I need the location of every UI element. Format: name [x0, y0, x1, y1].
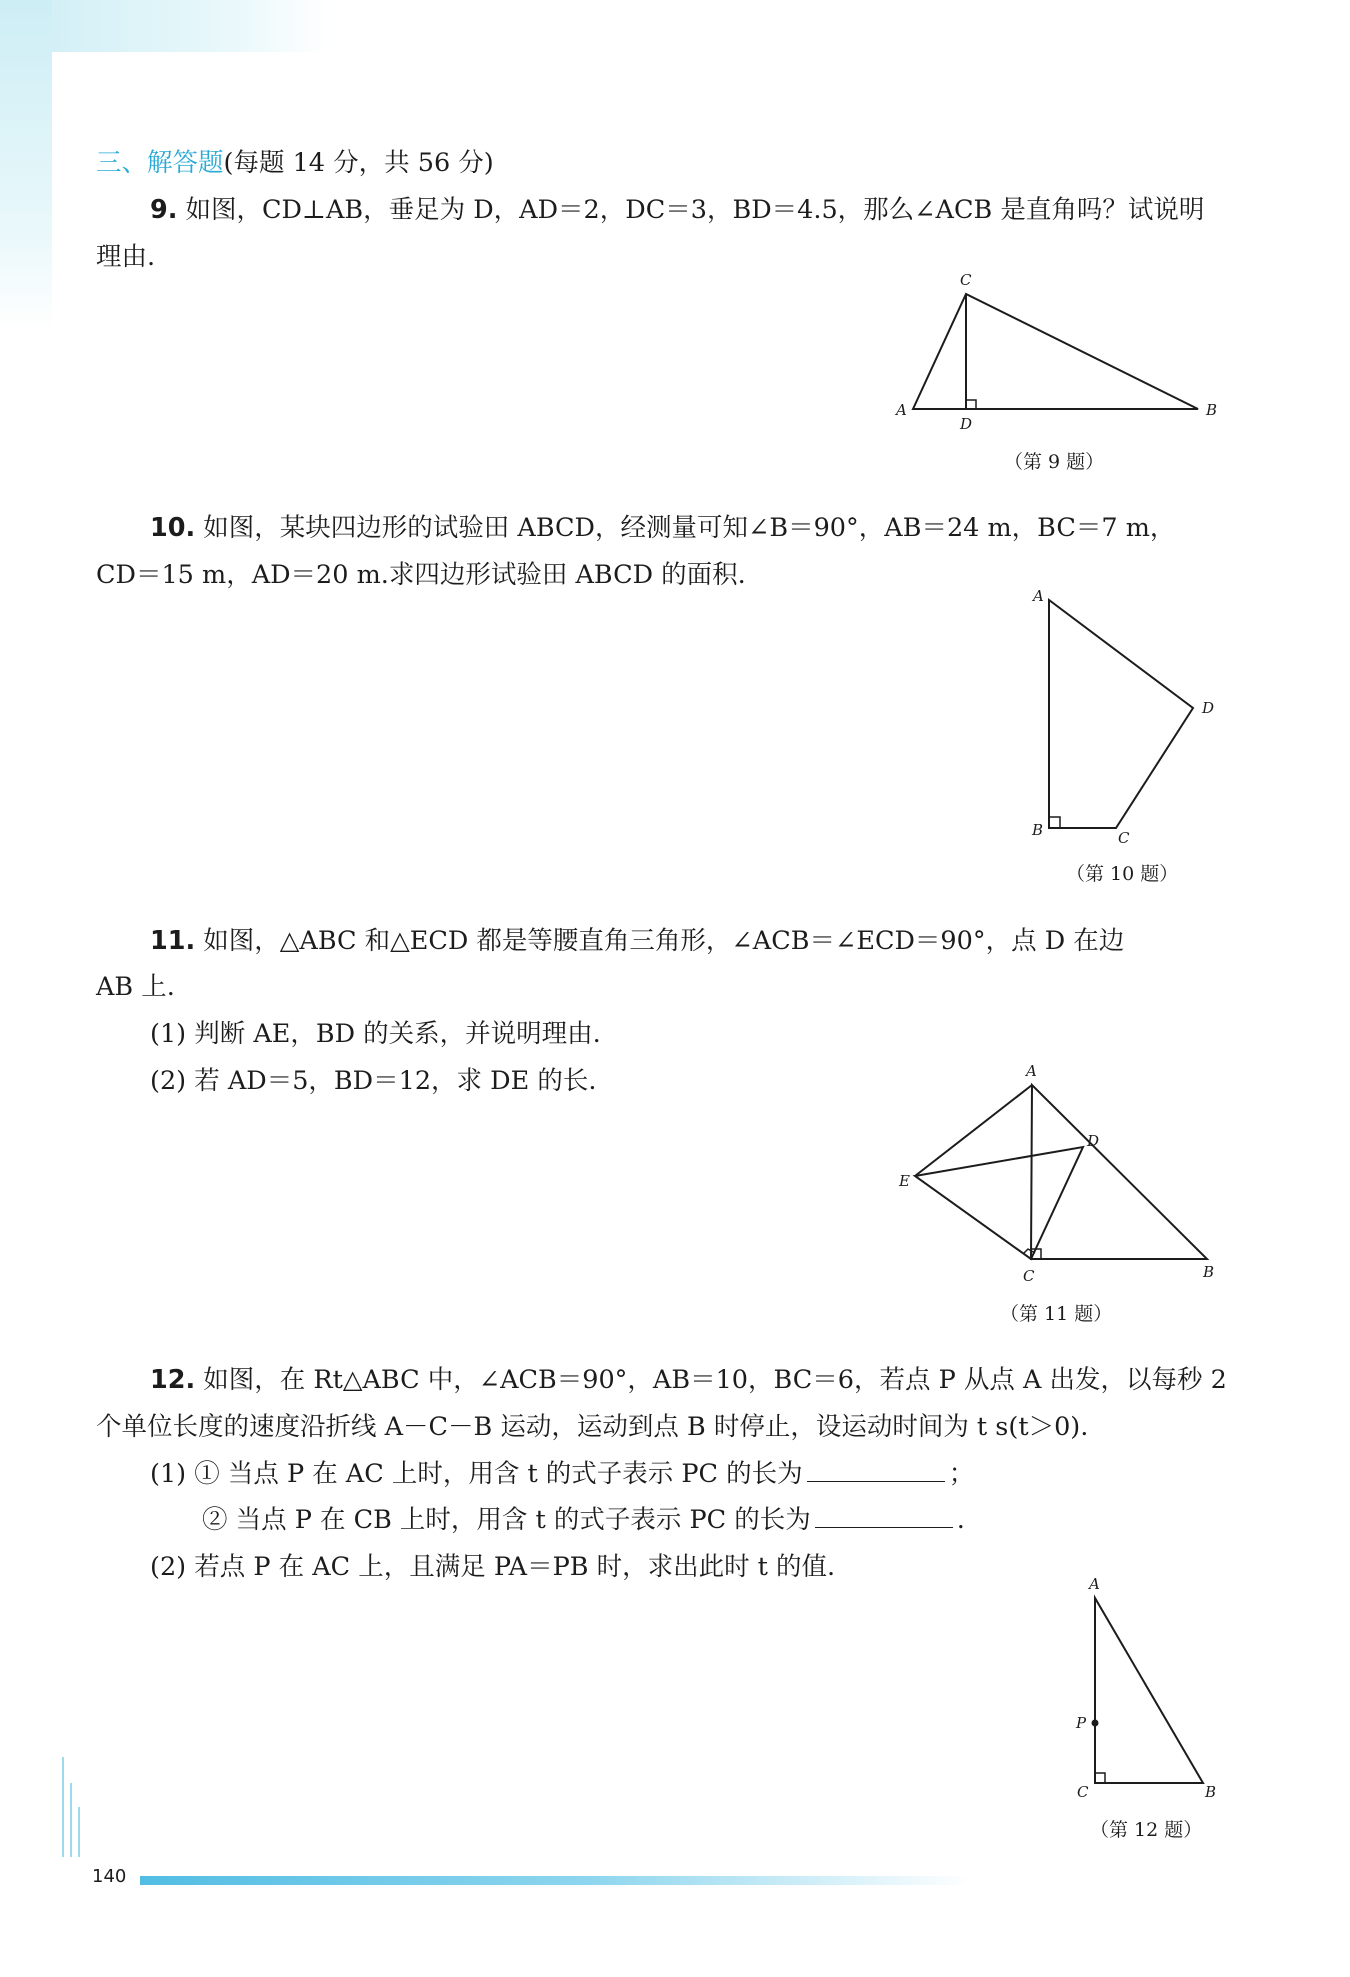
q12-part-1b-end: .	[956, 1505, 965, 1535]
left-decoration	[0, 0, 52, 330]
page-number: 140	[92, 1866, 127, 1887]
q11-label-a: A	[1026, 1062, 1037, 1080]
q11-number: 11.	[150, 926, 196, 956]
q12-text-1: 如图，在 Rt△ABC 中，∠ACB＝90°，AB＝10，BC＝6，若点 P 从点 A 出发，以每秒 2	[195, 1365, 1227, 1395]
q12-part-1b-text: ② 当点 P 在 CB 上时，用含 t 的式子表示 PC 的长为	[202, 1505, 811, 1535]
q10-label-b: B	[1032, 821, 1044, 839]
q10-right-angle-mark	[1049, 817, 1060, 828]
q9-line-2: 理由.	[96, 242, 156, 272]
q12-line-1	[150, 1363, 1227, 1397]
q11-triangle-abc	[1031, 1085, 1207, 1259]
q12-part-1a	[150, 1457, 1210, 1491]
q11-label-d: D	[1087, 1132, 1100, 1150]
q12-part-1a-end: ；	[948, 1459, 975, 1489]
q11-text-1: 如图，△ABC 和△ECD 都是等腰直角三角形，∠ACB＝∠ECD＝90°，点 D 在边	[195, 926, 1125, 956]
left-rule-1	[62, 1757, 64, 1857]
q9-caption: （第 9 题）	[1004, 451, 1105, 473]
q9-label-a: A	[896, 401, 907, 419]
q12-label-b: B	[1205, 1783, 1217, 1801]
q12-right-angle-mark	[1095, 1773, 1105, 1783]
q12-figure	[1065, 1575, 1225, 1815]
q11-label-e: E	[899, 1172, 910, 1190]
q10-text-1: 如图，某块四边形的试验田 ABCD，经测量可知∠B＝90°，AB＝24 m，BC＝7 m，	[195, 513, 1176, 543]
section-score-note: (每题 14 分，共 56 分)	[223, 148, 494, 178]
q12-answer-blank-1[interactable]	[807, 1457, 945, 1482]
footer-bar	[140, 1876, 970, 1885]
left-rule-3	[78, 1807, 80, 1857]
q10-label-c: C	[1118, 829, 1130, 847]
q9-right-angle-mark	[966, 400, 976, 409]
q12-part-2: (2) 若点 P 在 AC 上，且满足 PA＝PB 时，求出此时 t 的值.	[150, 1552, 836, 1582]
q9-label-b: B	[1206, 401, 1218, 419]
q12-triangle-abc	[1095, 1598, 1203, 1783]
q12-label-c: C	[1077, 1783, 1089, 1801]
q9-line-1	[150, 193, 1210, 227]
q12-caption: （第 12 题）	[1090, 1819, 1203, 1841]
q10-label-a: A	[1033, 587, 1044, 605]
q10-figure	[1020, 585, 1240, 855]
q11-part-1: (1) 判断 AE，BD 的关系，并说明理由.	[150, 1019, 601, 1049]
q12-label-a: A	[1089, 1575, 1100, 1593]
q12-point-p	[1092, 1720, 1099, 1727]
section-heading	[96, 146, 494, 180]
q11-label-c: C	[1023, 1267, 1035, 1285]
q12-answer-blank-2[interactable]	[815, 1503, 953, 1528]
q9-number: 9.	[150, 195, 178, 225]
q11-figure	[895, 1060, 1225, 1290]
q10-number: 10.	[150, 513, 196, 543]
q12-line-2: 个单位长度的速度沿折线 A－C－B 运动，运动到点 B 时停止，设运动时间为 t s(t＞0).	[96, 1412, 1089, 1442]
left-rule-2	[70, 1783, 72, 1857]
q9-label-c: C	[960, 271, 972, 289]
q10-quadrilateral-abcd	[1049, 600, 1193, 828]
q9-text-1: 如图，CD⊥AB，垂足为 D，AD＝2，DC＝3，BD＝4.5，那么∠ACB 是直角吗？试说明	[177, 195, 1205, 225]
q11-part-2: (2) 若 AD＝5，BD＝12，求 DE 的长.	[150, 1066, 597, 1096]
q12-label-p: P	[1076, 1714, 1087, 1732]
q11-triangle-ecd	[915, 1147, 1083, 1259]
q10-line-1	[150, 511, 1210, 545]
q9-triangle-abc	[913, 294, 1198, 409]
q11-line-1	[150, 924, 1210, 958]
q12-part-1a-text: (1) ① 当点 P 在 AC 上时，用含 t 的式子表示 PC 的长为	[150, 1459, 803, 1489]
q11-line-2: AB 上.	[96, 972, 175, 1002]
q10-line-2: CD＝15 m，AD＝20 m.求四边形试验田 ABCD 的面积.	[96, 560, 746, 590]
q12-number: 12.	[150, 1365, 196, 1395]
q11-label-b: B	[1203, 1263, 1215, 1281]
q11-caption: （第 11 题）	[1000, 1303, 1113, 1325]
q11-segment-ae	[915, 1085, 1032, 1176]
q9-label-d: D	[960, 415, 973, 433]
q10-label-d: D	[1202, 699, 1215, 717]
q10-caption: （第 10 题）	[1066, 863, 1179, 885]
section-title: 三、解答题	[96, 148, 224, 178]
q9-figure	[890, 268, 1230, 433]
q12-part-1b	[202, 1503, 1212, 1537]
